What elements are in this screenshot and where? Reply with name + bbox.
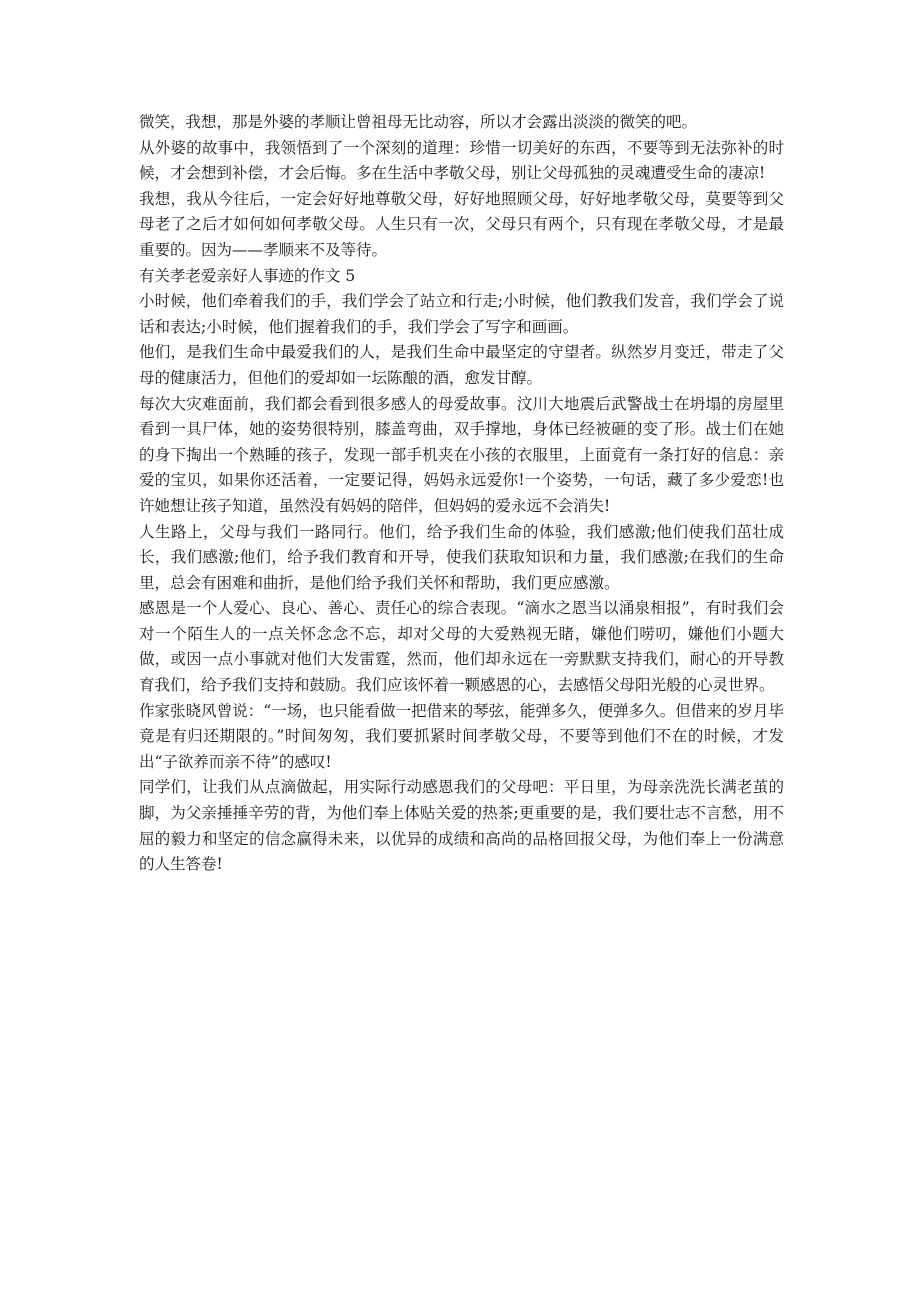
section-title: 有关孝老爱亲好人事迹的作文 5 bbox=[139, 266, 356, 285]
paragraph-zhang-xiaofeng: 作家张晓风曾说：“一场，也只能看做一把借来的琴弦，能弹多久，便弹多久。但借来的岁月毕竟是有归还期限的。”时间匆匆，我们要抓紧时间孝敬父母，不要等到他们不在的时候，才发出“子欲养而亲不待”的感叹! bbox=[139, 701, 784, 771]
paragraph-life-road: 人生路上，父母与我们一路同行。他们，给予我们生命的体验，我们感激;他们使我们茁壮成长，我们感激;他们，给予我们教育和开导，使我们获取知识和力量，我们感激;在我们的生命里，总会有困难和曲折，是他们给予我们关怀和帮助，我们更应感激。 bbox=[139, 522, 784, 592]
paragraph-resolution: 我想，我从今往后，一定会好好地尊敬父母，好好地照顾父母，好好地孝敬父母，莫要等到父母老了之后才如何如何孝敬父母。人生只有一次，父母只有两个，只有现在孝敬父母，才是最重要的。因为——孝顺来不及等待。 bbox=[139, 189, 784, 259]
document-body bbox=[139, 110, 784, 878]
paragraph-grandma-story: 从外婆的故事中，我领悟到了一个深刻的道理：珍惜一切美好的东西，不要等到无法弥补的时候，才会想到补偿，才会后悔。多在生活中孝敬父母，别让父母孤独的灵魂遭受生命的凄凉! bbox=[139, 138, 784, 183]
paragraph-smile: 微笑，我想，那是外婆的孝顺让曾祖母无比动容，所以才会露出淡淡的微笑的吧。 bbox=[139, 113, 698, 131]
paragraph-earthquake: 每次大灾难面前，我们都会看到很多感人的母爱故事。汶川大地震后武警战士在坍塌的房屋里看到一具尸体，她的姿势很特别，膝盖弯曲，双手撑地，身体已经被砸的变了形。战士们在她的身下掏出一个熟睡的孩子，发现一部手机夹在小孩的衣服里，上面竟有一条打好的信息：亲爱的宝贝，如果你还活着，一定要记得，妈妈永远爱你!一个姿势，一句话，藏了多少爱恋!也许她想让孩子知道，虽然没有妈妈的陪伴，但妈妈的爱永远不会消失! bbox=[139, 394, 784, 515]
paragraph-guardians: 他们，是我们生命中最爱我们的人，是我们生命中最坚定的守望者。纵然岁月变迁，带走了父母的健康活力，但他们的爱却如一坛陈酿的酒，愈发甘醇。 bbox=[139, 343, 784, 387]
paragraph-childhood: 小时候，他们牵着我们的手，我们学会了站立和行走;小时候，他们教我们发音，我们学会了说话和表达;小时候，他们握着我们的手，我们学会了写字和画画。 bbox=[139, 292, 784, 336]
paragraph-gratitude: 感恩是一个人爱心、良心、善心、责任心的综合表现。“滴水之恩当以涌泉相报”，有时我们会对一个陌生人的一点关怀念念不忘，却对父母的大爱熟视无睹，嫌他们唠叨，嫌他们小题大做，或因一点小事就对他们大发雷霆，然而，他们却永远在一旁默默支持我们，耐心的开导教育我们，给予我们支持和鼓励。我们应该怀着一颗感恩的心，去感悟父母阳光般的心灵世界。 bbox=[139, 599, 784, 695]
paragraph-call-to-action: 同学们，让我们从点滴做起，用实际行动感恩我们的父母吧：平日里，为母亲洗洗长满老茧的脚，为父亲捶捶辛劳的背，为他们奉上体贴关爱的热茶;更重要的是，我们要壮志不言愁，用不屈的毅力和坚定的信念赢得未来，以优异的成绩和高尚的品格回报父母，为他们奉上一份满意的人生答卷! bbox=[139, 778, 784, 874]
